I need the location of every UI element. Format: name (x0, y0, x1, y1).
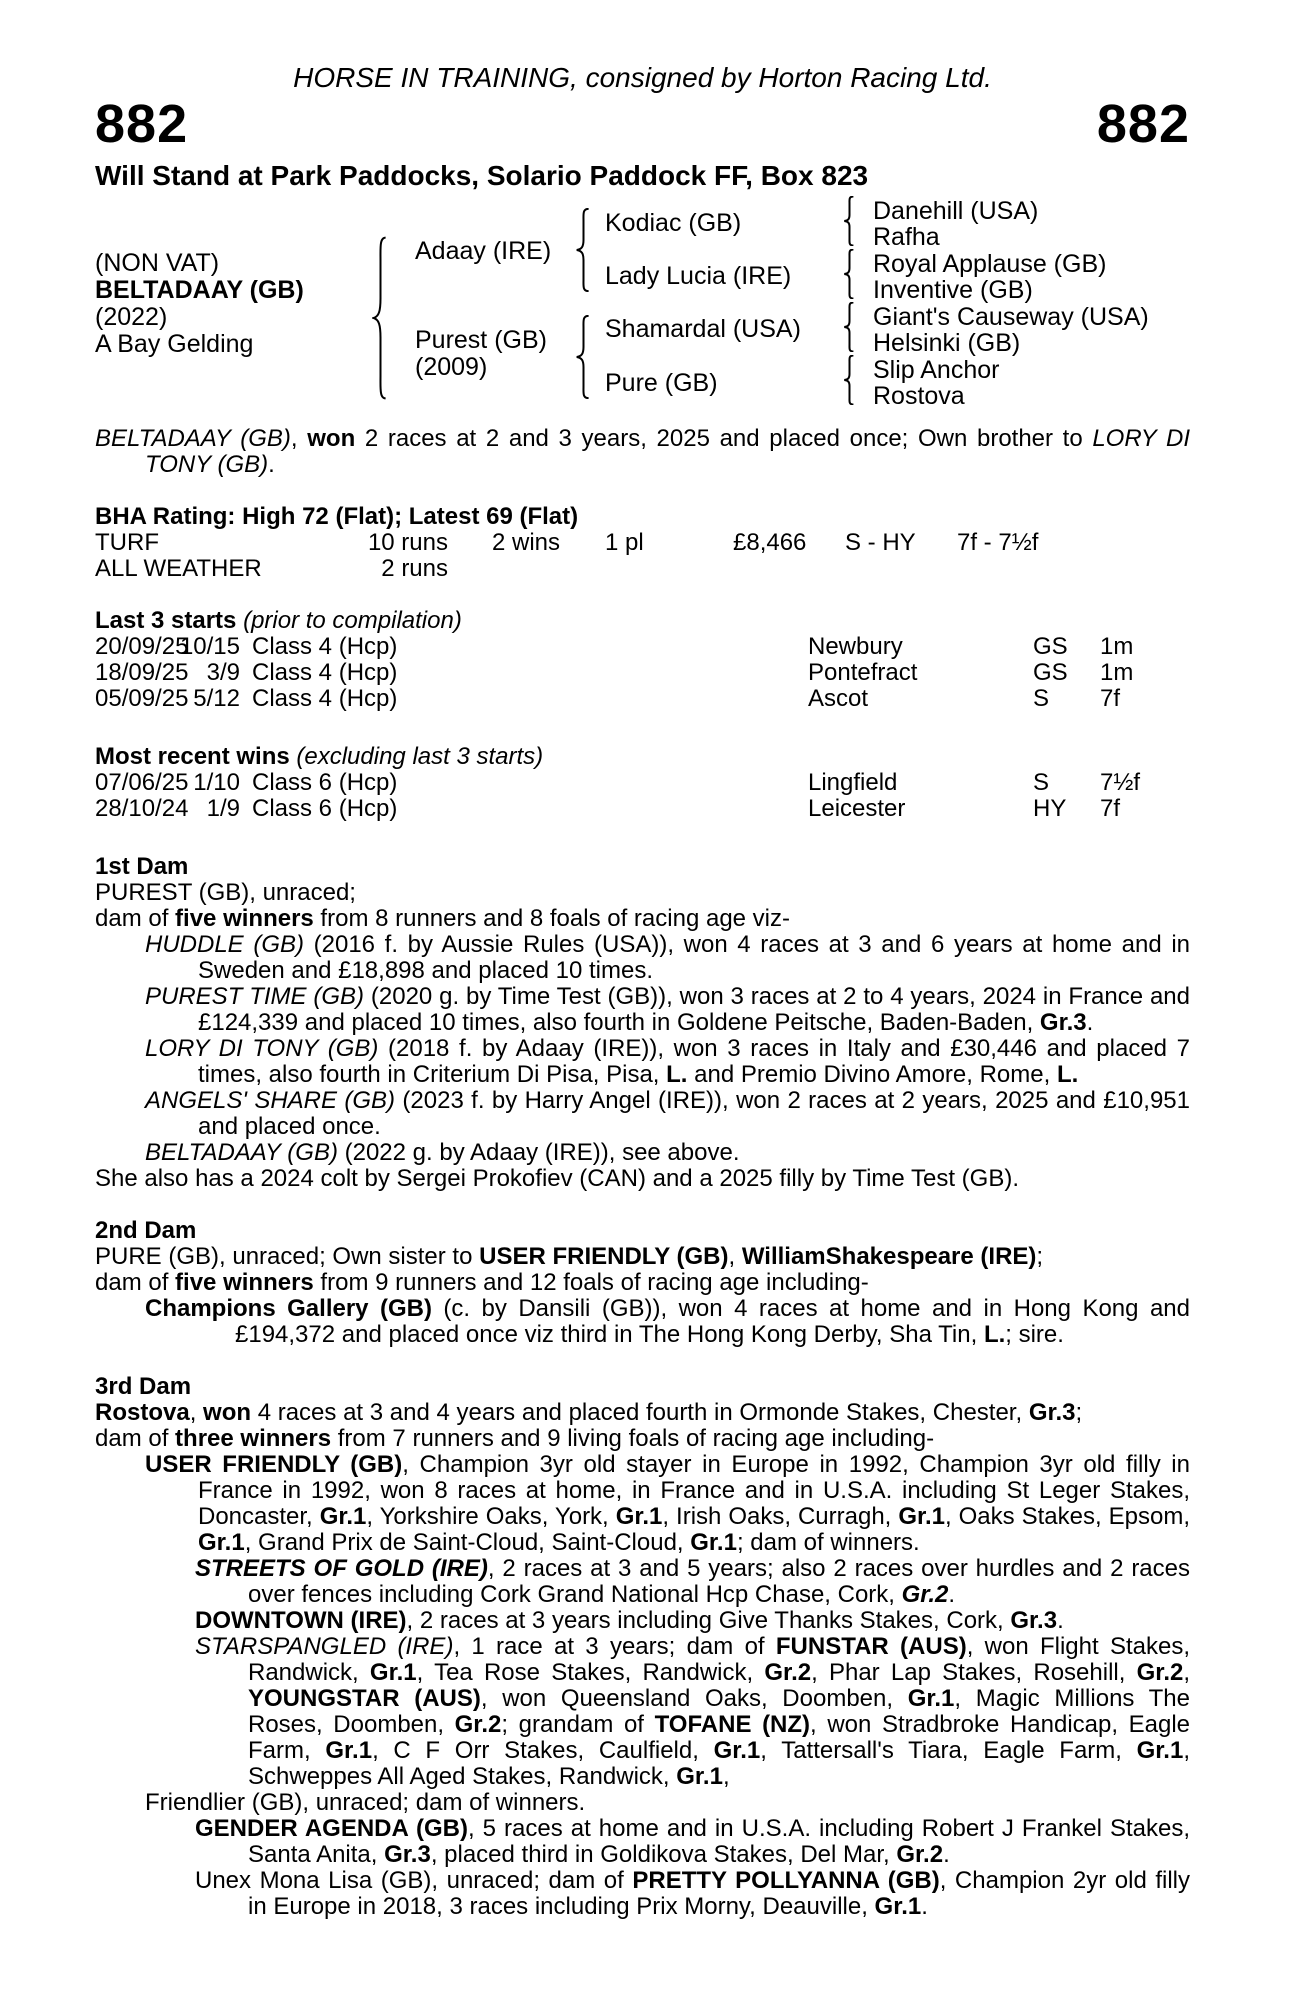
race-class: Class 6 (Hcp) (252, 795, 398, 822)
first-dam-heading: 1st Dam (95, 853, 189, 880)
dam-produce-line: dam of five winners from 8 runners and 8 foals of racing age viz- (95, 905, 791, 932)
pedigree-brace-gg2 (843, 249, 856, 299)
dam-name-line: PURE (GB), unraced; Own sister to USER FRIENDLY (GB), WilliamShakespeare (IRE); (95, 1243, 1044, 1270)
recent-wins-heading: Most recent wins (excluding last 3 starts) (95, 743, 544, 770)
progeny-entry: STREETS OF GOLD (IRE), 2 races at 3 and 5 years; also 2 races over hurdles and 2 races over fences including Cork Grand National Hcp Chase, Cork, Gr.2. (195, 1555, 1190, 1608)
great-grandparent: Rostova (873, 382, 965, 410)
progeny-entry: HUDDLE (GB) (2016 f. by Aussie Rules (USA)), won 4 races at 3 and 6 years at home and in Sweden and £18,898 and placed 10 times. (145, 931, 1191, 984)
race-position: 5/12 (193, 685, 240, 712)
horse-name: BELTADAAY (GB) (95, 276, 304, 304)
wins-value: 2 wins (492, 529, 561, 556)
dam-produce-line: dam of three winners from 7 runners and 9 living foals of racing age including- (95, 1425, 935, 1452)
places-value: 1 pl (605, 529, 644, 556)
pedigree-brace-sire (575, 208, 592, 292)
stand-location-line: Will Stand at Park Paddocks, Solario Paddock FF, Box 823 (95, 160, 869, 191)
progeny-entry: DOWNTOWN (IRE), 2 races at 3 years including Give Thanks Stakes, Cork, Gr.3. (195, 1607, 1064, 1634)
maternal-granddam: Pure (GB) (605, 369, 718, 397)
race-date: 05/09/25 (95, 685, 189, 712)
race-date: 18/09/25 (95, 659, 189, 686)
race-position: 10/15 (179, 633, 240, 660)
vat-note: (NON VAT) (95, 249, 220, 277)
progeny-entry: GENDER AGENDA (GB), 5 races at home and in U.S.A. including Robert J Frankel Stakes, Santa Anita, Gr.3, placed third in Goldikova Stakes, Del Mar, Gr.2. (195, 1815, 1190, 1868)
dam-produce-line: dam of five winners from 9 runners and 12 foals of racing age including- (95, 1269, 869, 1296)
race-record-summary: BELTADAAY (GB), won 2 races at 2 and 3 years, 2025 and placed once; Own brother to LORY DI TONY (GB). (95, 425, 1191, 478)
last-starts-section (95, 608, 1190, 712)
dam-name: Purest (GB) (415, 326, 547, 354)
race-row (95, 634, 1190, 660)
surface-label: ALL WEATHER (95, 555, 262, 582)
race-course: Ascot (808, 685, 869, 712)
lot-number-row (95, 94, 1190, 154)
race-class: Class 4 (Hcp) (252, 685, 398, 712)
pedigree-brace-gg1 (843, 196, 856, 246)
dam-name-line: PUREST (GB), unraced; (95, 879, 356, 906)
progeny-entry: ANGELS' SHARE (GB) (2023 f. by Harry Angel (IRE)), won 2 races at 2 years, 2025 and £10,951 and placed once. (145, 1087, 1190, 1140)
paternal-granddam: Lady Lucia (IRE) (605, 262, 792, 290)
race-going: S (1033, 685, 1050, 712)
race-class: Class 4 (Hcp) (252, 659, 398, 686)
race-going: HY (1033, 795, 1067, 822)
race-distance: 7f (1100, 795, 1121, 822)
great-grandparent: Slip Anchor (873, 356, 1000, 384)
dam-name-line: Rostova, won 4 races at 3 and 4 years and placed fourth in Ormonde Stakes, Chester, Gr.3; (95, 1399, 1083, 1426)
win-row (95, 796, 1190, 822)
progeny-entry: STARSPANGLED (IRE), 1 race at 3 years; dam of FUNSTAR (AUS), won Flight Stakes, Randwick, Gr.1, Tea Rose Stakes, Randwick, Gr.2, Phar Lap Stakes, Rosehill, Gr.2, YOUNGSTAR (AUS), won Queensland Oaks, Doomben, Gr.1, Magic Millions The Roses, Doomben, Gr.2; grandam of TOFANE (NZ), won Stradbroke Handicap, Eagle Farm, Gr.1, C F Orr Stakes, Caulfield, Gr.1, Tattersall's Tiara, Eagle Farm, Gr.1, Schweppes All Aged Stakes, Randwick, Gr.1, (195, 1633, 1191, 1790)
dam-note-line: She also has a 2024 colt by Sergei Prokofiev (CAN) and a 2025 filly by Time Test (GB). (95, 1165, 1019, 1192)
pedigree-brace-gg4 (843, 355, 856, 405)
recent-wins-section (95, 744, 1190, 822)
progeny-entry: BELTADAAY (GB) (2022 g. by Adaay (IRE)), see above. (145, 1139, 740, 1166)
third-dam-heading: 3rd Dam (95, 1373, 192, 1400)
race-distance: 1m (1100, 633, 1134, 660)
race-date: 07/06/25 (95, 769, 189, 796)
race-distance: 7f (1100, 685, 1121, 712)
bha-rating-heading: BHA Rating: High 72 (Flat); Latest 69 (Flat) (95, 503, 579, 530)
race-row (95, 660, 1190, 686)
dam-year: (2009) (415, 353, 488, 381)
race-row (95, 686, 1190, 712)
paternal-grandsire: Kodiac (GB) (605, 209, 742, 237)
maternal-grandsire: Shamardal (USA) (605, 315, 801, 343)
great-grandparent: Inventive (GB) (873, 276, 1033, 304)
race-going: S (1033, 769, 1050, 796)
runs-value: 2 runs (381, 555, 448, 582)
bha-rating-section (95, 504, 1190, 582)
great-grandparent: Helsinki (GB) (873, 329, 1021, 357)
lot-number-right: 882 (1096, 94, 1190, 154)
pedigree-tree (95, 196, 1190, 414)
win-row (95, 770, 1190, 796)
sire-name: Adaay (IRE) (415, 237, 552, 265)
race-date: 28/10/24 (95, 795, 189, 822)
stats-row-all-weather (95, 556, 1190, 582)
first-dam-section (95, 854, 1190, 1192)
race-course: Lingfield (808, 769, 898, 796)
runs-value: 10 runs (367, 529, 448, 556)
third-dam-section (95, 1374, 1190, 1920)
progeny-entry: LORY DI TONY (GB) (2018 f. by Adaay (IRE)), won 3 races in Italy and £30,446 and placed 7 times, also fourth in Criterium Di Pisa, Pisa, L. and Premio Divino Amore, Rome, L. (145, 1035, 1190, 1088)
progeny-entry: USER FRIENDLY (GB), Champion 3yr old stayer in Europe in 1992, Champion 3yr old filly in France in 1992, won 8 races at home, in France and in U.S.A. including St Leger Stakes, Doncaster, Gr.1, Yorkshire Oaks, York, Gr.1, Irish Oaks, Curragh, Gr.1, Oaks Stakes, Epsom, Gr.1, Grand Prix de Saint-Cloud, Saint-Cloud, Gr.1; dam of winners. (145, 1451, 1190, 1556)
race-position: 3/9 (206, 659, 240, 686)
pedigree-brace-gg3 (843, 302, 856, 352)
race-distance: 1m (1100, 659, 1134, 686)
progeny-entry: Champions Gallery (GB) (c. by Dansili (GB)), won 4 races at home and in Hong Kong and £194,372 and placed once viz third in The Hong Kong Derby, Sha Tin, L.; sire. (145, 1295, 1190, 1348)
horse-description: A Bay Gelding (95, 330, 254, 358)
progeny-entry: Unex Mona Lisa (GB), unraced; dam of PRETTY POLLYANNA (GB), Champion 2yr old filly in Europe in 2018, 3 races including Prix Morny, Deauville, Gr.1. (195, 1867, 1190, 1920)
progeny-entry: PUREST TIME (GB) (2020 g. by Time Test (GB)), won 3 races at 2 to 4 years, 2024 in France and £124,339 and placed 10 times, also fourth in Goldene Peitsche, Baden-Baden, Gr.3. (145, 983, 1190, 1036)
race-distance: 7½f (1100, 769, 1141, 796)
stats-row-turf (95, 530, 1190, 556)
second-dam-heading: 2nd Dam (95, 1217, 197, 1244)
last-starts-heading: Last 3 starts (prior to compilation) (95, 607, 462, 634)
second-dam-section (95, 1218, 1190, 1348)
race-course: Pontefract (808, 659, 918, 686)
surface-label: TURF (95, 529, 159, 556)
race-course: Newbury (808, 633, 903, 660)
earnings-value: £8,466 (733, 529, 807, 556)
race-class: Class 6 (Hcp) (252, 769, 398, 796)
race-position: 1/10 (193, 769, 240, 796)
consignor-line: HORSE IN TRAINING, consigned by Horton Racing Ltd. (293, 62, 992, 93)
going-range: S - HY (845, 529, 916, 556)
progeny-entry: Friendlier (GB), unraced; dam of winners. (145, 1789, 586, 1816)
great-grandparent: Royal Applause (GB) (873, 250, 1107, 278)
pedigree-brace-dam (575, 315, 592, 399)
distance-range: 7f - 7½f (957, 529, 1039, 556)
great-grandparent: Rafha (873, 223, 940, 251)
great-grandparent: Danehill (USA) (873, 197, 1039, 225)
foal-year: (2022) (95, 303, 168, 331)
great-grandparent: Giant's Causeway (USA) (873, 303, 1149, 331)
lot-number-left: 882 (95, 94, 189, 154)
race-position: 1/9 (206, 795, 240, 822)
race-class: Class 4 (Hcp) (252, 633, 398, 660)
race-course: Leicester (808, 795, 906, 822)
race-date: 20/09/25 (95, 633, 189, 660)
race-going: GS (1033, 659, 1068, 686)
pedigree-brace-main (372, 236, 389, 400)
race-going: GS (1033, 633, 1068, 660)
